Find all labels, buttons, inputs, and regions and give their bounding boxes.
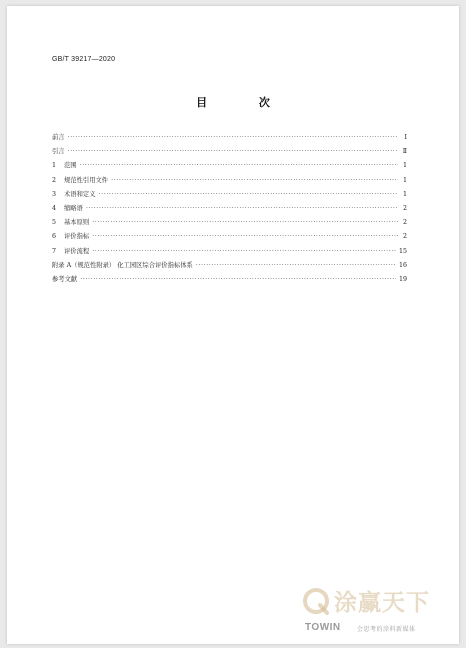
- toc-entry-number: 4: [52, 204, 57, 212]
- toc-leader-dots: [92, 219, 398, 226]
- toc-entry-page: 16: [398, 261, 407, 269]
- toc-entry[interactable]: [52, 274, 407, 288]
- toc-entry-label: 评价流程: [64, 247, 90, 255]
- toc-entry-page: 15: [398, 247, 407, 255]
- toc-entry-label: 缩略语: [64, 204, 83, 212]
- toc-entry[interactable]: [52, 217, 407, 231]
- toc-entry-label: 规范性引用文件: [64, 176, 109, 184]
- toc-entry-page: 2: [402, 204, 407, 212]
- toc-entry[interactable]: [52, 146, 407, 160]
- toc-entry-page: 19: [398, 275, 407, 283]
- watermark-brand-cn: 涂赢天下: [334, 590, 430, 616]
- toc-entry-number: 5: [52, 219, 57, 227]
- toc-entry[interactable]: [52, 160, 407, 174]
- toc-leader-dots: [68, 134, 398, 141]
- toc-entry-page: 1: [402, 176, 407, 184]
- toc-leader-dots: [92, 233, 398, 240]
- toc-leader-dots: [111, 177, 398, 184]
- watermark-slogan: 会思考的涂料新媒体: [357, 626, 416, 633]
- toc-entry[interactable]: [52, 231, 407, 245]
- toc-leader-dots: [80, 162, 398, 169]
- toc-entry[interactable]: [52, 189, 407, 203]
- toc-entry-page: 1: [402, 190, 407, 198]
- towin-logo-icon: [301, 586, 331, 616]
- toc-entry-label: 参考文献: [52, 275, 78, 283]
- toc-entry-label: 术语和定义: [64, 190, 96, 198]
- toc-entry[interactable]: [52, 260, 407, 274]
- toc-entry[interactable]: [52, 175, 407, 189]
- toc-entry-label: 评价指标: [64, 233, 90, 241]
- toc-entry-label: 前言: [52, 134, 65, 141]
- toc-entry-label: 基本原则: [64, 219, 90, 227]
- toc-leader-dots: [92, 248, 396, 255]
- page-title: 目 次: [196, 96, 294, 109]
- toc-leader-dots: [98, 191, 398, 198]
- toc-entry-number: 1: [52, 162, 57, 170]
- toc-entry[interactable]: [52, 132, 407, 146]
- toc-leader-dots: [196, 262, 396, 269]
- toc-entry-page: 1: [402, 162, 407, 170]
- toc-entry-page: Ⅱ: [402, 148, 407, 156]
- toc-entry-number: 3: [52, 190, 57, 198]
- table-of-contents: [52, 132, 407, 288]
- document-page: [7, 6, 459, 644]
- toc-entry[interactable]: [52, 246, 407, 260]
- toc-entry-page: 2: [402, 233, 407, 241]
- toc-entry-label: 附录 A（规范性附录） 化工园区综合评价指标体系: [52, 261, 193, 269]
- watermark-brand-en: TOWIN: [305, 622, 341, 633]
- toc-leader-dots: [86, 205, 398, 212]
- toc-entry-page: 2: [402, 219, 407, 227]
- toc-entry-label: 范围: [64, 162, 77, 170]
- toc-entry-number: 6: [52, 233, 57, 241]
- standard-code: GB/T 39217—2020: [52, 56, 116, 63]
- toc-entry-number: 2: [52, 176, 57, 184]
- toc-entry-number: 7: [52, 247, 57, 255]
- toc-entry[interactable]: [52, 203, 407, 217]
- toc-leader-dots: [68, 148, 398, 155]
- toc-entry-label: 引言: [52, 148, 65, 156]
- watermark: [301, 584, 451, 636]
- toc-entry-page: Ⅰ: [404, 134, 407, 141]
- toc-leader-dots: [80, 276, 396, 283]
